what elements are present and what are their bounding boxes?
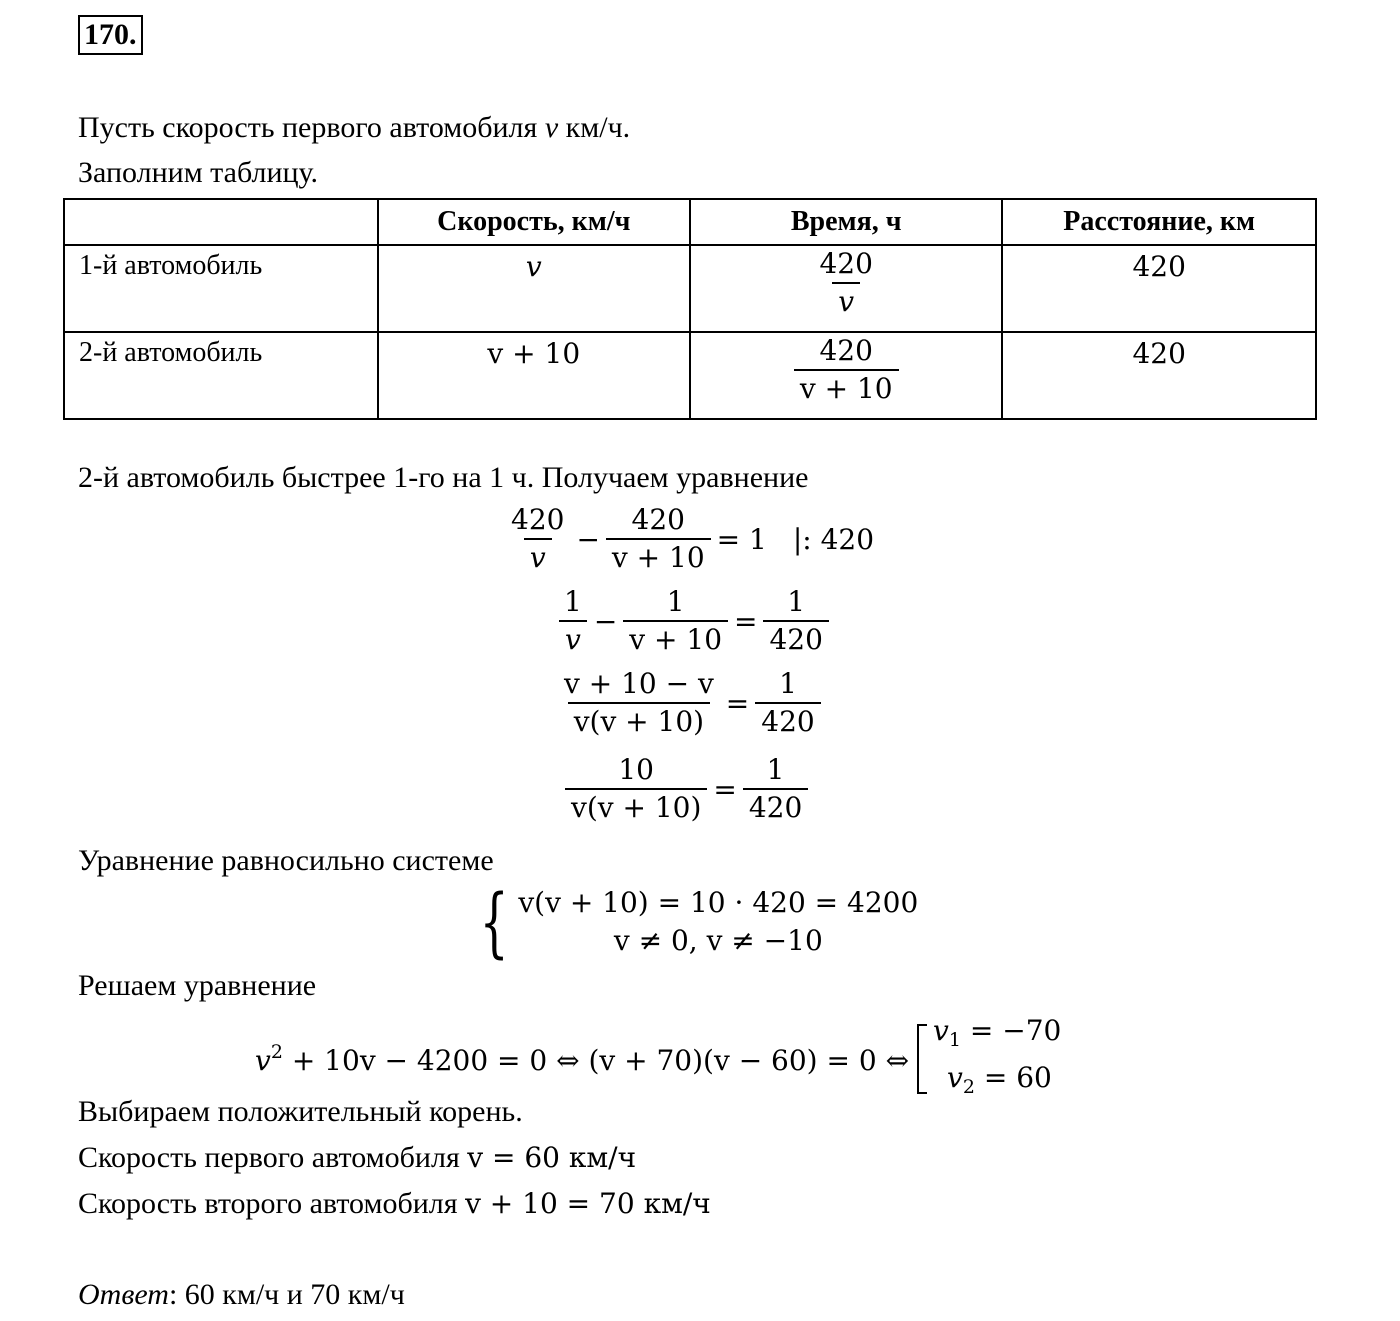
operator: = (734, 604, 758, 638)
fraction-denominator: v (832, 282, 860, 320)
problem-number: 170. (78, 15, 143, 55)
answer-text: : 60 км/ч и 70 км/ч (168, 1278, 405, 1311)
condition-text: 2-й автомобиль быстрее 1-го на 1 ч. Получаем уравнение (78, 461, 809, 494)
equation-4 (565, 752, 808, 826)
equation-2 (558, 584, 829, 658)
system-intro: Уравнение равносильно системе (78, 844, 494, 877)
equation-system (470, 877, 919, 966)
rhs: = 1 (716, 522, 767, 556)
fraction (606, 502, 711, 576)
variable: v (255, 1044, 271, 1077)
intro-unit: км/ч. (558, 111, 631, 144)
intro-line-1 (78, 110, 630, 146)
fraction-numerator: 1 (766, 753, 785, 786)
answer (78, 1277, 405, 1313)
table-header (64, 199, 378, 245)
fraction (763, 584, 828, 658)
row-time (690, 332, 1002, 419)
speed-first-text: Скорость первого автомобиля (78, 1141, 468, 1174)
fraction-denominator: v (559, 620, 587, 658)
table-header: Скорость, км/ч (378, 199, 690, 245)
fraction-numerator: 1 (666, 585, 685, 618)
division-note: |: 420 (792, 522, 875, 556)
operator: = (725, 686, 750, 720)
equation-1 (505, 502, 874, 576)
row-time (690, 245, 1002, 332)
square-bracket (917, 1024, 927, 1094)
fraction-numerator: 420 (819, 334, 873, 367)
fraction (558, 584, 588, 658)
fraction-denominator: v(v + 10) (565, 788, 707, 826)
fraction-denominator: 420 (743, 788, 808, 826)
system-line-1: v(v + 10) = 10 · 420 = 4200 (518, 886, 919, 919)
table-header: Расстояние, км (1002, 199, 1316, 245)
data-table (63, 198, 1317, 420)
speed-first-math: v = 60 км/ч (467, 1141, 637, 1174)
answer-label: Ответ (78, 1278, 169, 1311)
speed-value: v + 10 (487, 337, 581, 370)
root-1: $v_1 = -70$ (933, 1014, 1062, 1051)
operator: = (713, 772, 737, 806)
fraction-denominator: v (524, 538, 552, 576)
equation-rest: + 10v − 4200 = 0 ⇔ (v + 70)(v − 60) = 0 ⇔ (282, 1044, 910, 1077)
table-row (64, 245, 1316, 332)
table-header-row (64, 199, 1316, 245)
fraction (755, 666, 820, 740)
equation-3 (558, 666, 821, 740)
fraction-numerator: 420 (631, 503, 685, 536)
row-speed (378, 245, 690, 332)
speed-second (78, 1186, 711, 1222)
fraction-numerator: 420 (511, 503, 565, 536)
fraction (623, 584, 728, 658)
row-distance (1002, 332, 1316, 419)
fraction-numerator: v + 10 − v (564, 667, 714, 700)
intro-var: v (544, 111, 559, 144)
fraction-denominator: v(v + 10) (568, 702, 710, 740)
table-row (64, 332, 1316, 419)
fraction-denominator: v + 10 (794, 369, 899, 407)
intro-line-2: Заполним таблицу. (78, 156, 319, 189)
row-label: 2-й автомобиль (64, 332, 378, 419)
row-distance (1002, 245, 1316, 332)
fraction-numerator: 1 (779, 667, 797, 700)
row-speed (378, 332, 690, 419)
time-fraction (794, 333, 899, 407)
operator: − (593, 604, 618, 638)
fraction-numerator: 10 (618, 753, 654, 786)
speed-second-text: Скорость второго автомобиля (78, 1187, 466, 1220)
fraction-numerator: 1 (787, 585, 806, 618)
distance-value: 420 (1132, 250, 1186, 283)
row-label: 1-й автомобиль (64, 245, 378, 332)
speed-value: v (525, 250, 542, 283)
fraction (743, 752, 808, 826)
system-line-2: v ≠ 0, v ≠ −10 (613, 924, 823, 957)
fraction-denominator: v + 10 (606, 538, 711, 576)
time-fraction (813, 246, 878, 320)
fraction-numerator: 1 (564, 585, 582, 618)
fraction (565, 752, 707, 826)
fraction-denominator: 420 (763, 620, 828, 658)
fraction-denominator: 420 (755, 702, 820, 740)
fraction-numerator: 420 (819, 247, 873, 280)
root-2: $v_2 = 60$ (947, 1061, 1052, 1098)
quadratic-equation (255, 1012, 1061, 1106)
operator: − (576, 522, 600, 556)
speed-first (78, 1140, 636, 1176)
fraction (505, 502, 570, 576)
curly-brace: { (479, 877, 509, 966)
speed-second-math: v + 10 = 70 км/ч (465, 1187, 711, 1220)
fraction (558, 666, 720, 740)
table-header: Время, ч (690, 199, 1002, 245)
solve-intro: Решаем уравнение (78, 969, 317, 1002)
distance-value: 420 (1132, 337, 1186, 370)
intro-text: Пусть скорость первого автомобиля (78, 111, 545, 144)
exponent: 2 (270, 1041, 283, 1063)
fraction-denominator: v + 10 (623, 620, 728, 658)
choose-root: Выбираем положительный корень. (78, 1095, 523, 1128)
